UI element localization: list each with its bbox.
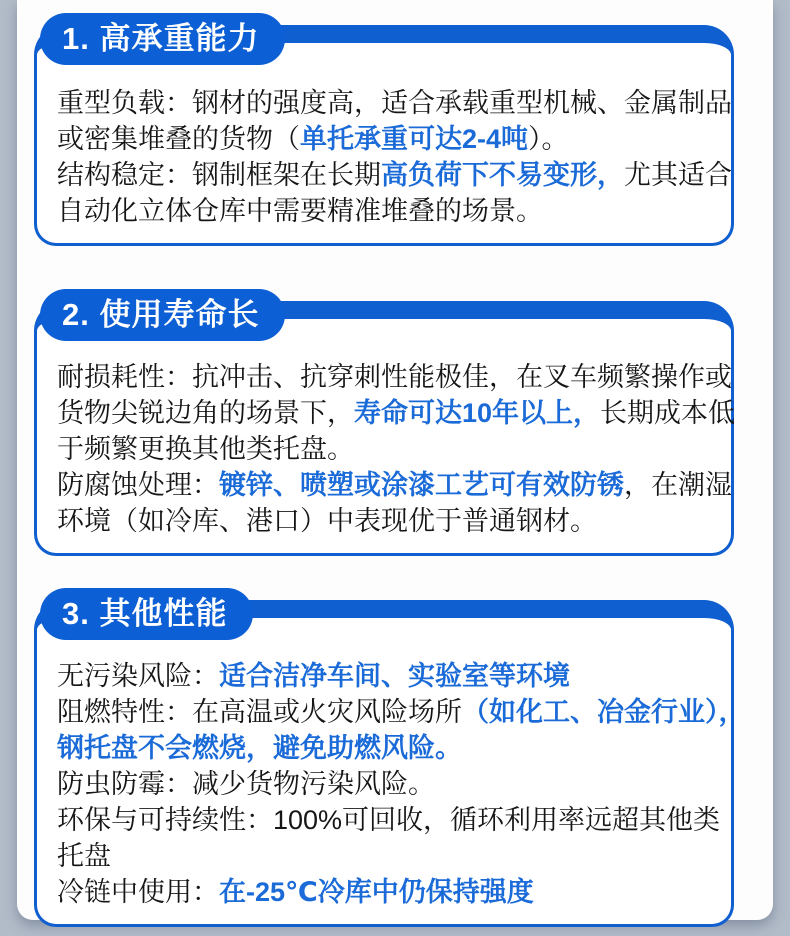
- text-line: [57, 431, 723, 467]
- section-card-2: [34, 297, 736, 556]
- body-text: 阻燃特性：在高温或火灾风险场所: [57, 697, 462, 727]
- body-text: 于频繁更换其他类托盘。: [57, 434, 354, 464]
- body-text: 自动化立体仓库中需要精准堆叠的场景。: [57, 196, 543, 226]
- highlight-text: 单托承重可达2-4吨: [300, 124, 529, 154]
- sections: [17, 0, 773, 927]
- section-title-badge: 1. 高承重能力: [40, 13, 285, 65]
- body-text: 货物尖锐边角的场景下，: [57, 398, 354, 428]
- text-line: [57, 467, 732, 503]
- section-title-badge: 3. 其他性能: [40, 588, 253, 640]
- body-text: 环境（如冷库、港口）中表现优于普通钢材。: [57, 506, 597, 536]
- text-line: [57, 730, 723, 766]
- text-line: [57, 766, 723, 802]
- body-text: ）。: [528, 124, 569, 154]
- body-text: 尤其适合: [624, 160, 732, 190]
- text-line: [57, 838, 723, 874]
- section-card-1: [34, 21, 734, 246]
- highlight-text: （如化工、冶金行业），: [462, 697, 746, 727]
- section-card-body: [34, 600, 746, 927]
- body-text: 防虫防霉：减少货物污染风险。: [57, 769, 435, 799]
- text-line: [57, 503, 723, 539]
- text-line: [57, 395, 736, 431]
- highlight-text: 镀锌、喷塑或涂漆工艺可有效防锈: [219, 470, 624, 500]
- body-text: 无污染风险：: [57, 661, 219, 691]
- body-text: 长期成本低: [600, 398, 736, 428]
- text-line: [57, 694, 746, 730]
- body-text: 托盘: [57, 841, 111, 871]
- body-text: 重型负载：钢材的强度高，适合承载重型机械、金属制品: [57, 88, 732, 118]
- body-text: 防腐蚀处理：: [57, 470, 219, 500]
- body-text: 环保与可持续性：100%可回收，循环利用率远超其他类: [57, 805, 721, 835]
- text-line: [57, 359, 732, 395]
- highlight-text: 在-25℃冷库中仍保持强度: [219, 877, 534, 907]
- text-line: [57, 658, 723, 694]
- text-line: [57, 874, 723, 910]
- text-line: [57, 157, 732, 193]
- text-line: [57, 802, 723, 838]
- body-text: 或密集堆叠的货物（: [57, 124, 300, 154]
- text-line: [57, 85, 732, 121]
- highlight-text: 钢托盘不会燃烧，避免助燃风险。: [57, 733, 462, 763]
- text-line: [57, 121, 723, 157]
- highlight-text: 适合洁净车间、实验室等环境: [219, 661, 570, 691]
- highlight-text: 高负荷下不易变形，: [381, 160, 624, 190]
- body-text: ，在潮湿: [624, 470, 732, 500]
- body-text: 耐损耗性：抗冲击、抗穿刺性能极佳，在叉车频繁操作或: [57, 362, 732, 392]
- body-text: 结构稳定：钢制框架在长期: [57, 160, 381, 190]
- body-text: 冷链中使用：: [57, 877, 219, 907]
- section-title-badge: 2. 使用寿命长: [40, 289, 285, 341]
- content-panel: [17, 0, 773, 920]
- section-card-3: [34, 596, 746, 927]
- text-line: [57, 193, 723, 229]
- highlight-text: 寿命可达10年以上，: [354, 398, 601, 428]
